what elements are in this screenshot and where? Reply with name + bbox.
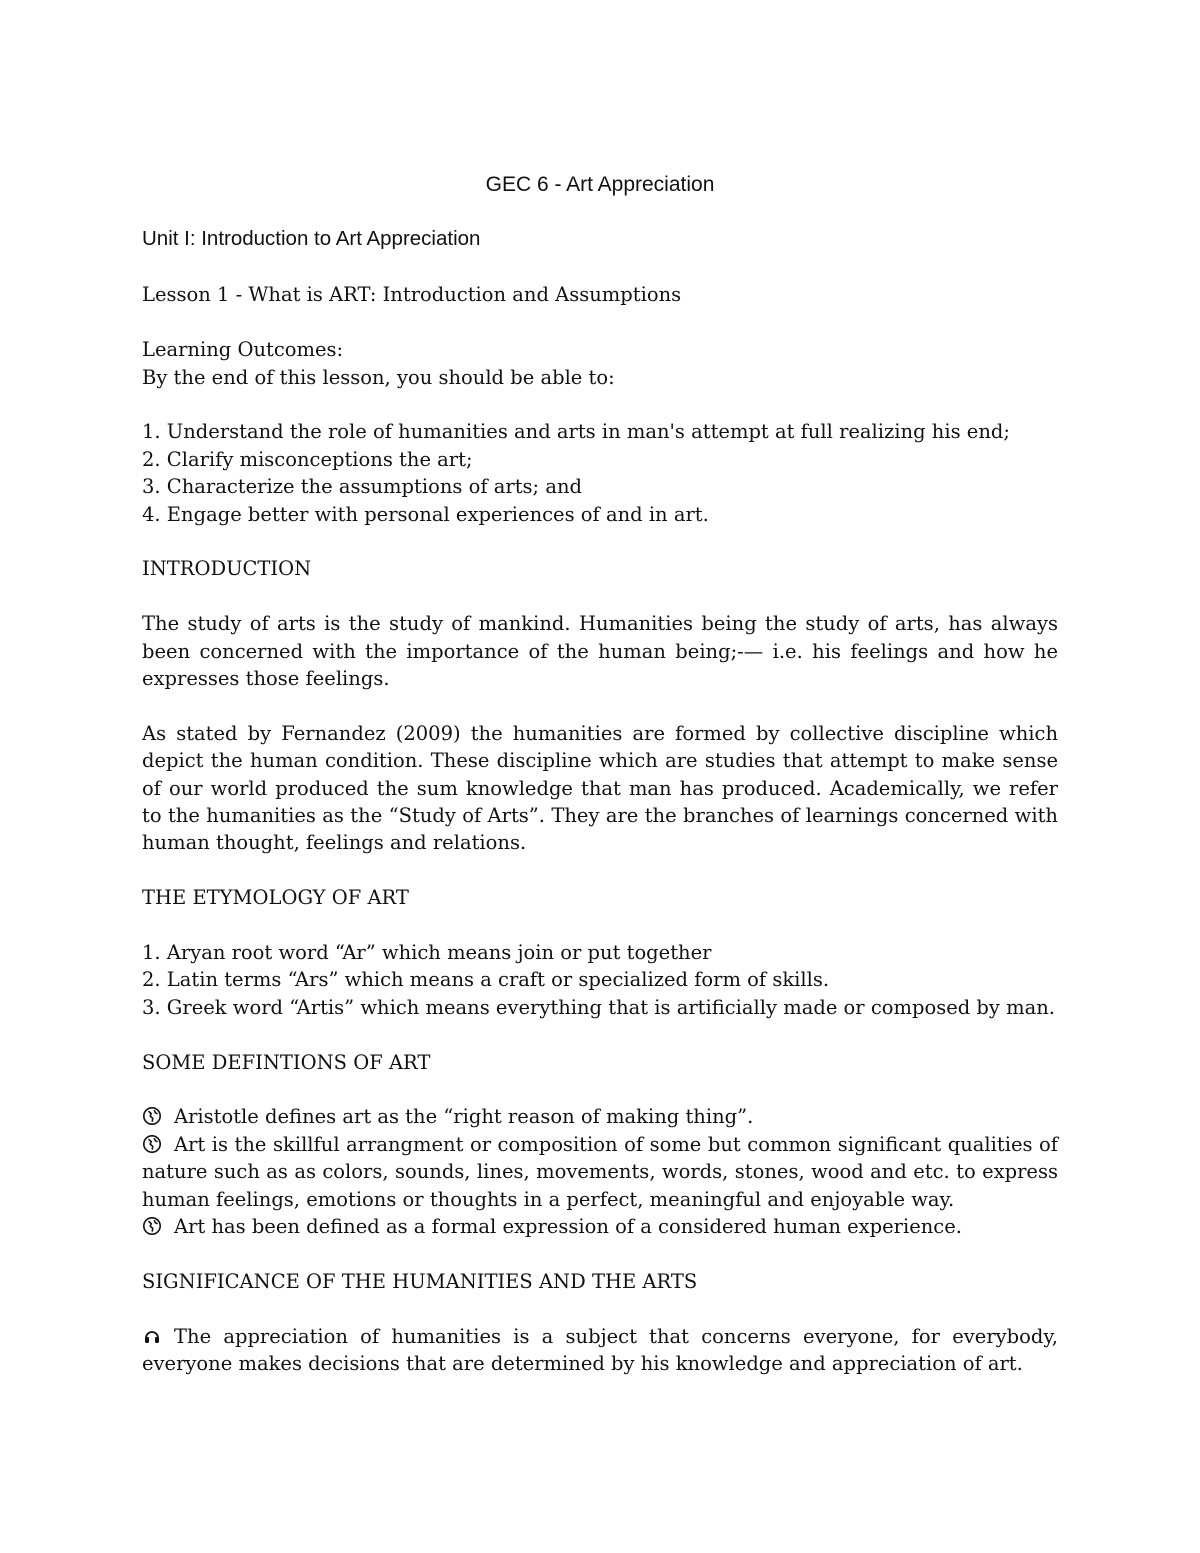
learning-outcomes-list xyxy=(142,418,1058,528)
definition-text: Art has been defined as a formal expression of a considered human experience. xyxy=(174,1215,962,1239)
globe-icon xyxy=(142,1216,162,1236)
significance-heading: SIGNIFICANCE OF THE HUMANITIES AND THE ARTS xyxy=(142,1269,698,1293)
list-item: 3. Characterize the assumptions of arts; and xyxy=(142,475,582,499)
introduction-paragraph: The study of arts is the study of mankind. Humanities being the study of arts, has always been concerned with the importance of the human being;-— i.e. his feelings and how he expresses those feelings. xyxy=(142,612,1058,691)
list-item: 2. Clarify misconceptions the art; xyxy=(142,447,473,471)
learning-outcomes-heading: Learning Outcomes: xyxy=(142,338,344,362)
significance-list xyxy=(142,1323,1058,1378)
etymology-list xyxy=(142,939,1058,1021)
document-page xyxy=(142,168,1058,1377)
headphones-icon xyxy=(142,1326,162,1346)
unit-title: Unit I: Introduction to Art Appreciation xyxy=(142,227,481,250)
definition-text: Art is the skillful arrangment or composition of some but common significant qualities of nature such as as colors, sounds, lines, movements, words, stones, wood and etc. to express human feelings, emotions or thoughts in a perfect, meaningful and enjoyable way. xyxy=(142,1132,1058,1211)
introduction-heading: INTRODUCTION xyxy=(142,557,312,581)
list-item xyxy=(142,1103,1058,1130)
list-item: 1. Aryan root word “Ar” which means join or put together xyxy=(142,941,712,965)
etymology-heading: THE ETYMOLOGY OF ART xyxy=(142,886,409,910)
globe-icon xyxy=(142,1134,162,1154)
document-title: GEC 6 - Art Appreciation xyxy=(485,173,715,196)
definitions-heading: SOME DEFINTIONS OF ART xyxy=(142,1050,431,1074)
definitions-list xyxy=(142,1103,1058,1240)
list-item xyxy=(142,1131,1058,1213)
globe-icon xyxy=(142,1106,162,1126)
definition-text: Aristotle defines art as the “right reason of making thing”. xyxy=(174,1105,754,1129)
list-item xyxy=(142,1213,1058,1240)
significance-text: The appreciation of humanities is a subject that concerns everyone, for everybody, everyone makes decisions that are determined by his knowledge and appreciation of art. xyxy=(142,1324,1058,1376)
list-item: 4. Engage better with personal experiences of and in art. xyxy=(142,502,709,526)
list-item xyxy=(142,1323,1058,1378)
list-item: 1. Understand the role of humanities and arts in man's attempt at full realizing his end; xyxy=(142,420,1010,444)
list-item: 3. Greek word “Artis” which means everything that is artificially made or composed by man. xyxy=(142,995,1055,1019)
list-item: 2. Latin terms “Ars” which means a craft or specialized form of skills. xyxy=(142,968,830,992)
lesson-title: Lesson 1 - What is ART: Introduction and Assumptions xyxy=(142,283,682,307)
learning-outcomes-intro: By the end of this lesson, you should be able to: xyxy=(142,365,615,389)
introduction-paragraph: As stated by Fernandez (2009) the humanities are formed by collective discipline which depict the human condition. These discipline which are studies that attempt to make sense of our world produced the sum knowledge that man has produced. Academically, we refer to the humanities as the “Study of Arts”. They are the branches of learnings concerned with human thought, feelings and relations. xyxy=(142,721,1058,855)
